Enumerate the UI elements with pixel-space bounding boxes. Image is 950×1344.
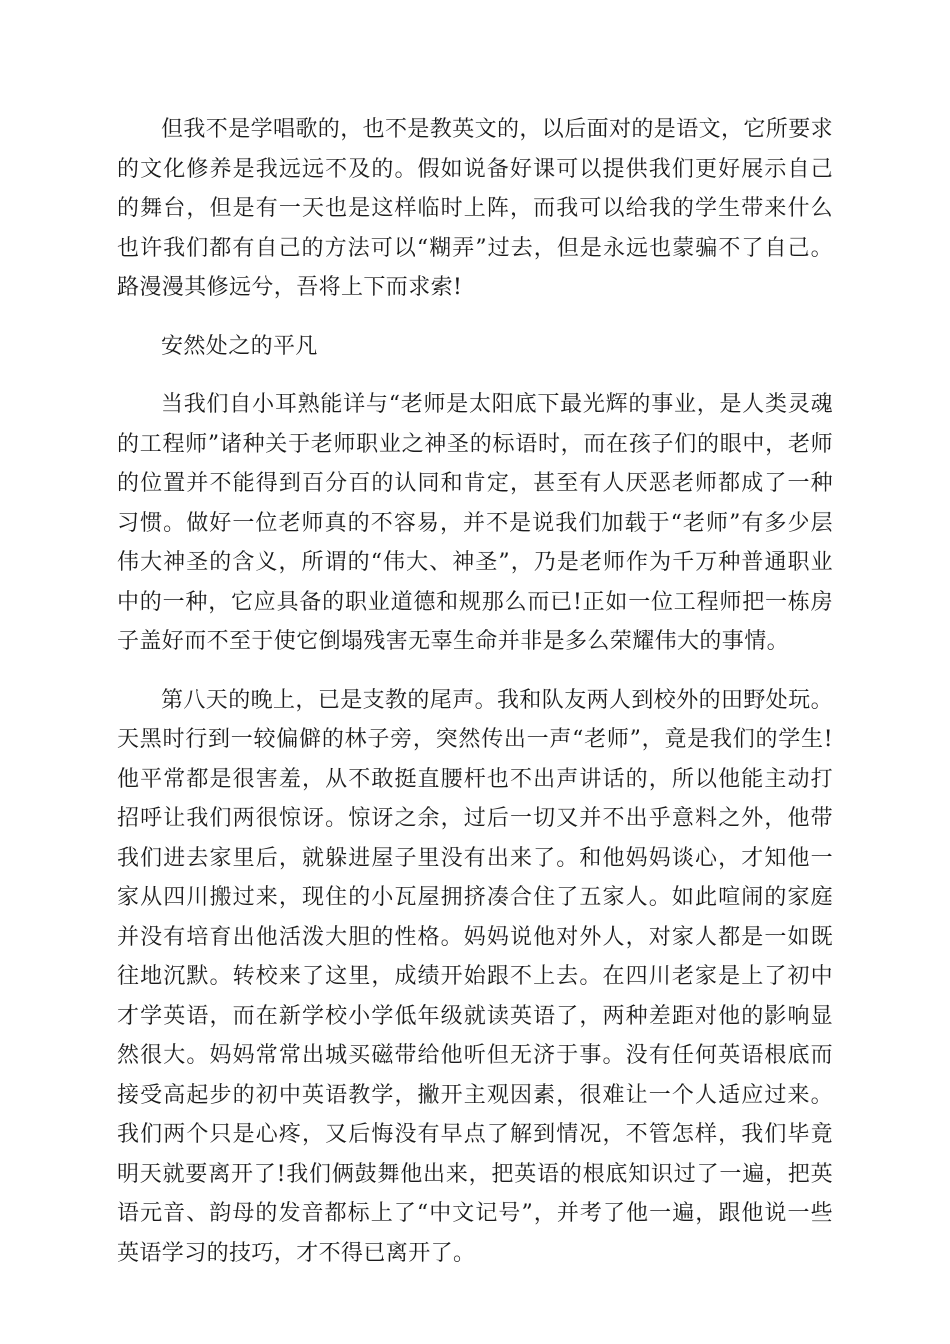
paragraph-2: 当我们自小耳熟能详与“老师是太阳底下最光辉的事业，是人类灵魂的工程师”诸种关于老师职业之神圣的标语时，而在孩子们的眼中，老师的位置并不能得到百分百的认同和肯定，甚至有人厌恶老师都成了一种习惯。做好一位老师真的不容易，并不是说我们加载于“老师”有多少层伟大神圣的含义，所谓的“伟大、神圣”，乃是老师作为千万种普通职业中的一种，它应具备的职业道德和规那么而已!正如一位工程师把一栋房子盖好而不至于使它倒塌残害无辜生命并非是多么荣耀伟大的事情。 (117, 392, 833, 654)
section-heading: 安然处之的平凡 (161, 333, 318, 359)
paragraph-3: 第八天的晚上，已是支教的尾声。我和队友两人到校外的田野处玩。天黑时行到一较偏僻的林子旁，突然传出一声“老师”，竟是我们的学生!他平常都是很害羞，从不敢挺直腰杆也不出声讲话的，所以他能主动打招呼让我们两很惊讶。惊讶之余，过后一切又并不出乎意料之外，他带我们进去家里后，就躲进屋子里没有出来了。和他妈妈谈心，才知他一家从四川搬过来，现住的小瓦屋拥挤凑合住了五家人。如此喧闹的家庭并没有培育出他活泼大胆的性格。妈妈说他对外人，对家人都是一如既往地沉默。转校来了这里，成绩开始跟不上去。在四川老家是上了初中才学英语，而在新学校小学低年级就读英语了，两种差距对他的影响显然很大。妈妈常常出城买磁带给他听但无济于事。没有任何英语根底而接受高起步的初中英语教学，撇开主观因素，很难让一个人适应过来。我们两个只是心疼，又后悔没有早点了解到情况，不管怎样，我们毕竟明天就要离开了!我们俩鼓舞他出来，把英语的根底知识过了一遍，把英语元音、韵母的发音都标上了“中文记号”，并考了他一遍，跟他说一些英语学习的技巧，才不得已离开了。 (117, 687, 834, 1266)
paragraph-1: 但我不是学唱歌的，也不是教英文的，以后面对的是语文，它所要求的文化修养是我远远不及的。假如说备好课可以提供我们更好展示自己的舞台，但是有一天也是这样临时上阵，而我可以给我的学生带来什么也许我们都有自己的方法可以“糊弄”过去，但是永远也蒙骗不了自己。路漫漫其修远兮，吾将上下而求索! (117, 117, 834, 300)
document-page (117, 110, 833, 1292)
